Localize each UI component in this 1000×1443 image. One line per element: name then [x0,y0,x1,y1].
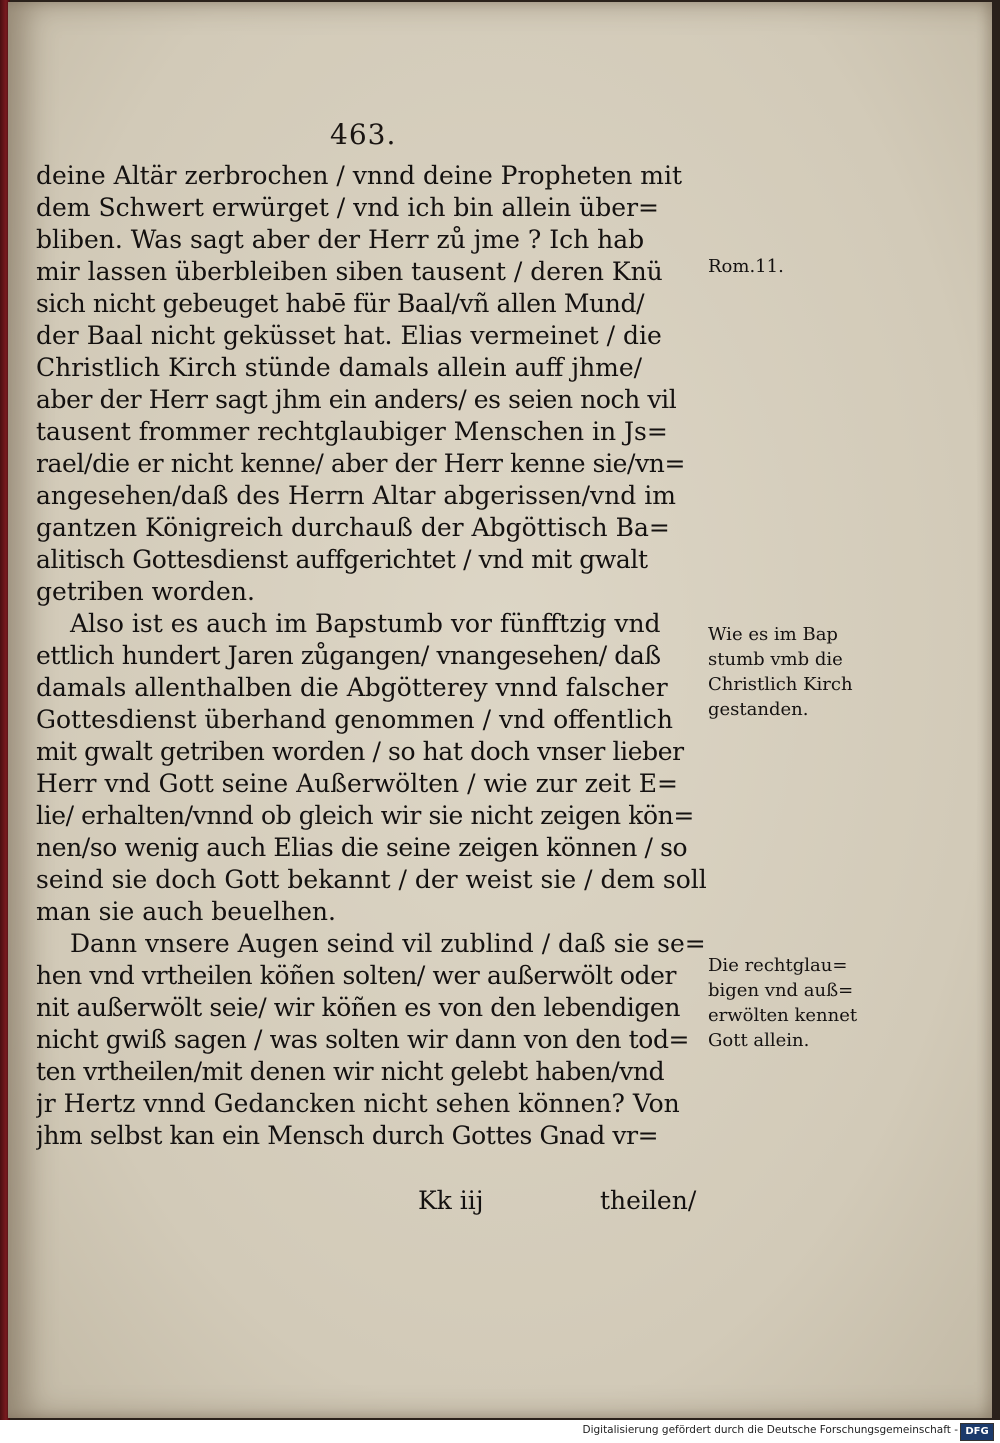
margin-note-line: stumb vmb die [708,649,843,670]
text-line: rael/die er nicht kenne/ aber der Herr kenne sie/vn= [36,449,686,478]
page-number: 463. [330,118,397,151]
text-line: ettlich hundert Jaren zůgangen/ vnangesehen/ daß [36,641,661,670]
body-text [36,160,716,1152]
text-line: Christlich Kirch stünde damals allein auff jhme/ [36,353,643,382]
text-line: nicht gwiß sagen / was solten wir dann von den tod= [36,1025,690,1054]
text-line: sich nicht gebeuget habē für Baal/vñ allen Mund/ [36,289,645,318]
text-line: jr Hertz vnnd Gedancken nicht sehen können? Von [36,1089,680,1118]
signature-mark: Kk iij [418,1186,484,1215]
text-line: gantzen Königreich durchauß der Abgöttisch Ba= [36,513,670,542]
text-line: Dann vnsere Augen seind vil zublind / daß sie se= [70,929,706,958]
text-line: man sie auch beuelhen. [36,897,336,926]
text-line: Herr vnd Gott seine Außerwölten / wie zur zeit E= [36,769,678,798]
text-line: dem Schwert erwürget / vnd ich bin allein über= [36,193,659,222]
margin-note-line: bigen vnd auß= [708,980,854,1001]
text-line: damals allenthalben die Abgötterey vnnd falscher [36,673,668,702]
text-line: mir lassen überbleiben siben tausent / deren Knü [36,257,663,286]
text-line: getriben worden. [36,577,255,606]
footer-bar [0,1420,1000,1443]
text-line: aber der Herr sagt jhm ein anders/ es seien noch vil [36,385,677,414]
text-line: tausent frommer rechtglaubiger Menschen in Js= [36,417,668,446]
margin-note-line: Christlich Kirch [708,674,853,695]
text-line: Gottesdienst überhand genommen / vnd offentlich [36,705,673,734]
margin-note-line: Gott allein. [708,1030,810,1051]
margin-note-line: erwölten kennet [708,1005,858,1026]
text-line: mit gwalt getriben worden / so hat doch vnser lieber [36,737,684,766]
margin-note-bapstumb [708,622,888,722]
footer-credit: Digitalisierung gefördert durch die Deutsche Forschungsgemeinschaft - [582,1424,958,1436]
text-line: bliben. Was sagt aber der Herr zů jme ? Ich hab [36,225,645,254]
catchword: theilen/ [600,1186,697,1215]
text-line: seind sie doch Gott bekannt / der weist sie / dem soll [36,865,707,894]
margin-note-line: Die rechtglau= [708,955,848,976]
text-line: Also ist es auch im Bapstumb vor fünfftzig vnd [70,609,661,638]
text-line: deine Altär zerbrochen / vnnd deine Propheten mit [36,161,683,190]
margin-note-line: gestanden. [708,699,809,720]
dfg-logo: DFG [960,1423,994,1441]
text-line: hen vnd vrtheilen köñen solten/ wer außerwölt oder [36,961,677,990]
text-line: der Baal nicht geküsset hat. Elias vermeinet / die [36,321,662,350]
margin-note-rom [708,254,888,279]
margin-note-line: Rom.11. [708,256,784,277]
text-line: jhm selbst kan ein Mensch durch Gottes Gnad vr= [36,1121,659,1150]
text-line: nit außerwölt seie/ wir köñen es von den lebendigen [36,993,681,1022]
margin-note-rechtglaubigen [708,953,888,1053]
margin-note-line: Wie es im Bap [708,624,838,645]
text-line: lie/ erhalten/vnnd ob gleich wir sie nicht zeigen kön= [36,801,694,830]
text-line: angesehen/daß des Herrn Altar abgerissen/vnd im [36,481,676,510]
text-line: ten vrtheilen/mit denen wir nicht gelebt haben/vnd [36,1057,665,1086]
text-line: alitisch Gottesdienst auffgerichtet / vnd mit gwalt [36,545,648,574]
text-line: nen/so wenig auch Elias die seine zeigen können / so [36,833,688,862]
